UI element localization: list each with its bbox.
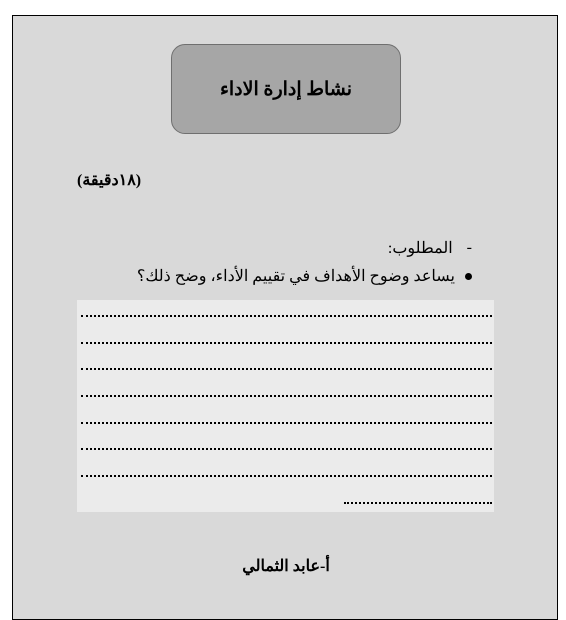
- answer-line: [81, 342, 492, 344]
- title-box: [171, 44, 401, 134]
- answer-line: [81, 422, 492, 424]
- required-label: المطلوب:: [387, 240, 453, 257]
- answer-line-short: [344, 502, 492, 504]
- answer-line: [81, 475, 492, 477]
- required-heading: [388, 238, 472, 258]
- answer-line: [81, 395, 492, 397]
- worksheet-page: [12, 15, 558, 620]
- dash-marker: -: [466, 239, 472, 256]
- question-item: [137, 266, 472, 286]
- duration-label: (١٨دقيقة): [77, 172, 142, 189]
- author-name: أ-عابد الثمالي: [242, 558, 330, 575]
- question-text: يساعد وضوح الأهداف في تقييم الأداء، وضح ذلك؟: [136, 268, 455, 285]
- bullet-icon: [465, 273, 472, 280]
- answer-line: [81, 368, 492, 370]
- answer-line: [81, 315, 492, 317]
- answer-area[interactable]: [77, 300, 494, 512]
- activity-title: نشاط إدارة الاداء: [219, 78, 353, 100]
- answer-line: [81, 448, 492, 450]
